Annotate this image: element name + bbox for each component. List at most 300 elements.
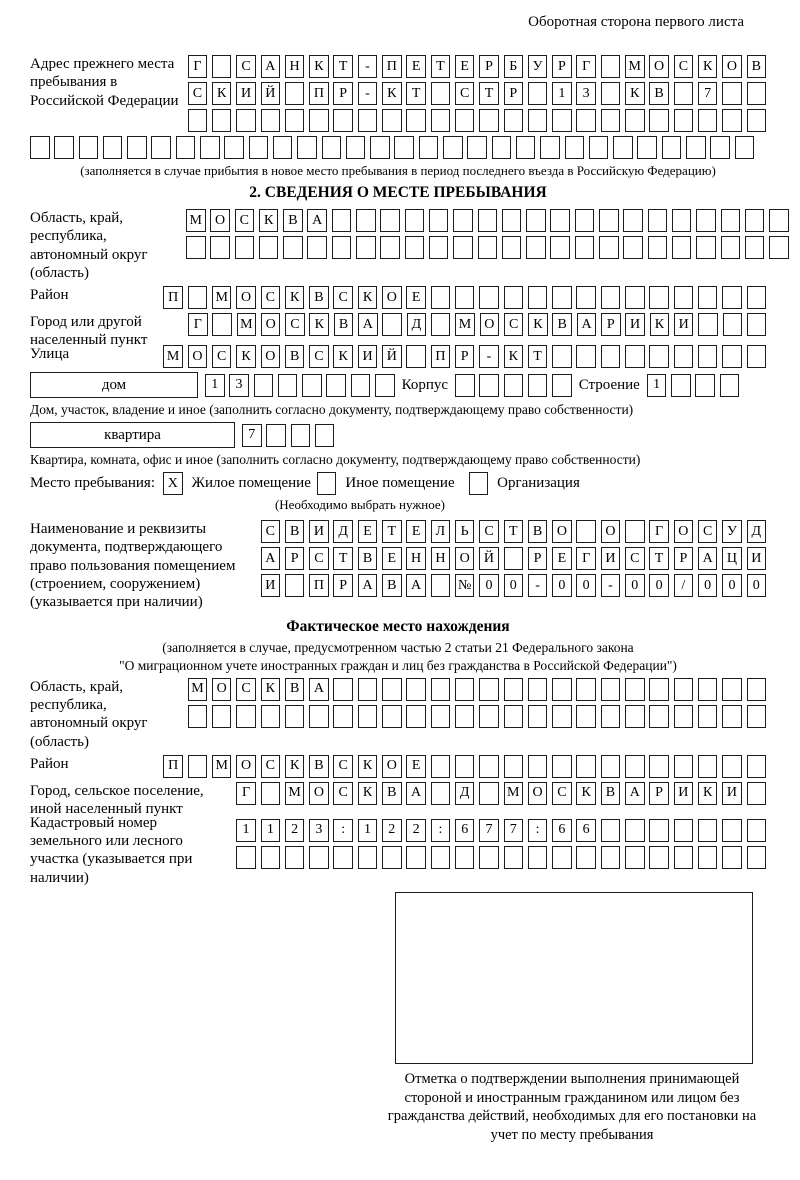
char-box: В bbox=[334, 313, 354, 336]
char-box bbox=[291, 424, 311, 447]
char-box bbox=[504, 755, 524, 778]
char-box bbox=[54, 136, 74, 159]
char-box bbox=[601, 55, 621, 78]
char-box: К bbox=[285, 286, 305, 309]
char-box bbox=[722, 705, 742, 728]
char-box bbox=[419, 136, 439, 159]
char-box bbox=[504, 846, 524, 869]
char-box: С bbox=[333, 286, 353, 309]
char-box bbox=[455, 374, 475, 397]
char-box: С bbox=[455, 82, 475, 105]
char-box bbox=[601, 846, 621, 869]
char-box bbox=[552, 374, 572, 397]
char-box bbox=[722, 345, 742, 368]
char-box: В bbox=[382, 574, 402, 597]
char-box bbox=[528, 755, 548, 778]
char-box bbox=[540, 136, 560, 159]
char-box bbox=[186, 236, 206, 259]
char-box: Б bbox=[504, 55, 524, 78]
char-box bbox=[431, 109, 451, 132]
char-box: К bbox=[261, 678, 281, 701]
char-box: С bbox=[285, 313, 305, 336]
char-box bbox=[479, 755, 499, 778]
char-box: К bbox=[358, 782, 378, 805]
char-box bbox=[747, 755, 767, 778]
char-box bbox=[625, 755, 645, 778]
char-box bbox=[722, 819, 742, 842]
char-box bbox=[188, 286, 208, 309]
char-box bbox=[278, 374, 298, 397]
char-box: 7 bbox=[698, 82, 718, 105]
char-box: - bbox=[358, 82, 378, 105]
char-box bbox=[747, 782, 767, 805]
char-box: Й bbox=[261, 82, 281, 105]
char-box: К bbox=[309, 55, 329, 78]
char-box bbox=[698, 846, 718, 869]
char-box: 3 bbox=[576, 82, 596, 105]
char-box bbox=[625, 846, 645, 869]
char-box: 7 bbox=[242, 424, 262, 447]
char-box: К bbox=[358, 286, 378, 309]
char-box bbox=[747, 819, 767, 842]
char-box bbox=[261, 846, 281, 869]
char-box: Р bbox=[649, 782, 669, 805]
char-box bbox=[601, 705, 621, 728]
char-box: 0 bbox=[479, 574, 499, 597]
char-box bbox=[309, 846, 329, 869]
char-box bbox=[625, 705, 645, 728]
char-box: Е bbox=[406, 755, 426, 778]
char-box bbox=[623, 236, 643, 259]
char-box: Р bbox=[285, 547, 305, 570]
char-box bbox=[745, 236, 765, 259]
char-box: - bbox=[601, 574, 621, 597]
actual-city-block bbox=[30, 782, 766, 818]
char-box: П bbox=[309, 82, 329, 105]
char-box bbox=[351, 374, 371, 397]
korpus-label: Корпус bbox=[401, 376, 449, 393]
city-label: Город или другой населенный пункт bbox=[30, 314, 148, 349]
char-row bbox=[186, 209, 789, 232]
char-box: Г bbox=[236, 782, 256, 805]
char-box bbox=[502, 236, 522, 259]
prev-address-block bbox=[30, 55, 766, 132]
char-box: О bbox=[261, 345, 281, 368]
char-box bbox=[478, 236, 498, 259]
char-box: В bbox=[285, 678, 305, 701]
char-box: К bbox=[625, 82, 645, 105]
char-box bbox=[576, 345, 596, 368]
char-box: К bbox=[285, 755, 305, 778]
actual-region-block bbox=[30, 678, 766, 751]
char-row bbox=[242, 424, 334, 447]
char-box: П bbox=[163, 286, 183, 309]
stay-type-checkbox-residential: X bbox=[163, 472, 183, 495]
char-box: В bbox=[358, 547, 378, 570]
char-box bbox=[261, 109, 281, 132]
char-box bbox=[224, 136, 244, 159]
char-box: Д bbox=[455, 782, 475, 805]
actual-location-note2: "О миграционном учете иностранных граждан и лиц без гражданства в Российской Федерации") bbox=[119, 657, 677, 673]
char-box bbox=[662, 136, 682, 159]
char-box bbox=[235, 236, 255, 259]
char-box: И bbox=[358, 345, 378, 368]
char-box: Е bbox=[406, 55, 426, 78]
char-box bbox=[492, 136, 512, 159]
stay-type-option-organization: Организация bbox=[497, 475, 580, 492]
char-box: И bbox=[601, 547, 621, 570]
char-box: А bbox=[309, 678, 329, 701]
char-box: А bbox=[261, 55, 281, 78]
char-box bbox=[747, 313, 767, 336]
char-box bbox=[266, 424, 286, 447]
char-box: И bbox=[674, 313, 694, 336]
char-box: Р bbox=[601, 313, 621, 336]
char-box bbox=[429, 236, 449, 259]
char-box: 1 bbox=[236, 819, 256, 842]
char-box bbox=[431, 705, 451, 728]
char-box bbox=[722, 82, 742, 105]
prev-address-note: (заполняется в случае прибытия в новое место пребывания в период последнего въезда в Российскую Федерацию) bbox=[80, 163, 716, 178]
char-box: К bbox=[333, 345, 353, 368]
char-box bbox=[722, 755, 742, 778]
char-box: К bbox=[504, 345, 524, 368]
char-box: Т bbox=[406, 82, 426, 105]
house-row bbox=[30, 372, 766, 398]
char-box bbox=[302, 374, 322, 397]
char-box bbox=[326, 374, 346, 397]
cadastral-label: Кадастровый номер земельного или лесного участка (указывается при наличии) bbox=[30, 814, 193, 886]
char-box bbox=[236, 705, 256, 728]
char-box bbox=[599, 209, 619, 232]
char-box bbox=[346, 136, 366, 159]
char-box: В bbox=[601, 782, 621, 805]
char-box bbox=[261, 705, 281, 728]
char-box bbox=[696, 209, 716, 232]
char-box bbox=[625, 109, 645, 132]
char-box: С bbox=[212, 345, 232, 368]
char-box bbox=[212, 109, 232, 132]
char-box: 1 bbox=[205, 374, 225, 397]
char-box bbox=[261, 782, 281, 805]
char-box bbox=[356, 236, 376, 259]
char-box: Г bbox=[649, 520, 669, 543]
char-box bbox=[212, 705, 232, 728]
char-box: О bbox=[261, 313, 281, 336]
char-box: О bbox=[382, 286, 402, 309]
char-box bbox=[552, 286, 572, 309]
char-box bbox=[625, 520, 645, 543]
char-box: С bbox=[479, 520, 499, 543]
char-box: Р bbox=[333, 82, 353, 105]
char-row bbox=[261, 547, 766, 570]
char-box: - bbox=[528, 574, 548, 597]
char-box bbox=[249, 136, 269, 159]
char-box bbox=[528, 678, 548, 701]
stamp-area bbox=[30, 892, 766, 1144]
street-label: Улица bbox=[30, 346, 70, 363]
char-box: Р bbox=[504, 82, 524, 105]
char-row bbox=[647, 374, 739, 397]
char-box: К bbox=[259, 209, 279, 232]
char-box bbox=[721, 209, 741, 232]
char-box bbox=[722, 678, 742, 701]
char-box: Т bbox=[333, 547, 353, 570]
char-box: О bbox=[552, 520, 572, 543]
char-box: О bbox=[722, 55, 742, 78]
char-box bbox=[747, 678, 767, 701]
char-row bbox=[188, 313, 766, 336]
char-box bbox=[431, 286, 451, 309]
char-box bbox=[176, 136, 196, 159]
char-box bbox=[259, 236, 279, 259]
char-box bbox=[188, 755, 208, 778]
char-box bbox=[526, 209, 546, 232]
char-box: А bbox=[358, 313, 378, 336]
char-box bbox=[698, 345, 718, 368]
stay-type-note: (Необходимо выбрать нужное) bbox=[274, 497, 446, 513]
char-box: 0 bbox=[649, 574, 669, 597]
char-box bbox=[79, 136, 99, 159]
char-box: В bbox=[552, 313, 572, 336]
char-box bbox=[370, 136, 390, 159]
char-box bbox=[479, 678, 499, 701]
char-box: К bbox=[650, 313, 670, 336]
char-box bbox=[601, 345, 621, 368]
char-box: В bbox=[747, 55, 767, 78]
char-box bbox=[254, 374, 274, 397]
char-box bbox=[710, 136, 730, 159]
district-label: Район bbox=[30, 287, 69, 304]
char-box: С bbox=[188, 82, 208, 105]
char-box bbox=[453, 236, 473, 259]
char-box bbox=[431, 678, 451, 701]
char-box: 0 bbox=[576, 574, 596, 597]
char-box bbox=[625, 345, 645, 368]
char-box bbox=[151, 136, 171, 159]
char-row bbox=[261, 574, 766, 597]
char-box bbox=[455, 286, 475, 309]
char-box: М bbox=[237, 313, 257, 336]
char-box bbox=[601, 109, 621, 132]
char-box bbox=[236, 109, 256, 132]
char-box bbox=[479, 374, 499, 397]
char-box bbox=[649, 846, 669, 869]
char-box bbox=[504, 286, 524, 309]
char-box: Г bbox=[576, 55, 596, 78]
char-box: 2 bbox=[285, 819, 305, 842]
char-box bbox=[576, 846, 596, 869]
char-box: А bbox=[261, 547, 281, 570]
char-box bbox=[648, 236, 668, 259]
street-block bbox=[30, 345, 766, 368]
char-box: Т bbox=[333, 55, 353, 78]
char-row bbox=[163, 286, 766, 309]
char-box: Й bbox=[382, 345, 402, 368]
char-box: А bbox=[577, 313, 597, 336]
char-box bbox=[127, 136, 147, 159]
char-box bbox=[358, 705, 378, 728]
char-box bbox=[575, 236, 595, 259]
char-box: 1 bbox=[358, 819, 378, 842]
char-box: 1 bbox=[552, 82, 572, 105]
char-box bbox=[285, 82, 305, 105]
char-box bbox=[382, 705, 402, 728]
char-box bbox=[674, 345, 694, 368]
district-block bbox=[30, 286, 766, 309]
char-box: В bbox=[285, 520, 305, 543]
prev-address-label: Адрес прежнего места пребывания в Российской Федерации bbox=[30, 56, 179, 109]
char-row bbox=[188, 82, 766, 105]
char-box bbox=[443, 136, 463, 159]
char-box: О bbox=[649, 55, 669, 78]
char-box bbox=[333, 109, 353, 132]
char-box: С bbox=[333, 755, 353, 778]
char-box: 6 bbox=[576, 819, 596, 842]
char-row bbox=[188, 109, 766, 132]
char-box bbox=[200, 136, 220, 159]
char-box: В bbox=[309, 755, 329, 778]
stay-type-row bbox=[30, 472, 766, 495]
char-box: Е bbox=[406, 520, 426, 543]
char-box bbox=[698, 286, 718, 309]
char-box: О bbox=[528, 782, 548, 805]
char-box: : bbox=[431, 819, 451, 842]
char-box bbox=[212, 55, 232, 78]
char-box: 6 bbox=[552, 819, 572, 842]
stamp-caption: Отметка о подтверждении выполнения принимающей стороной и иностранным гражданином или лицом без гражданства действий, необходимых для его постановки на учет по месту пребывания bbox=[387, 1071, 757, 1143]
char-box bbox=[285, 574, 305, 597]
char-box bbox=[674, 819, 694, 842]
char-row bbox=[188, 705, 766, 728]
char-box bbox=[722, 109, 742, 132]
char-box bbox=[285, 846, 305, 869]
char-box bbox=[576, 755, 596, 778]
char-box bbox=[576, 520, 596, 543]
char-row bbox=[163, 755, 766, 778]
char-box: В bbox=[285, 345, 305, 368]
char-box: К bbox=[698, 782, 718, 805]
char-box bbox=[479, 846, 499, 869]
char-box: Т bbox=[649, 547, 669, 570]
char-box: Т bbox=[528, 345, 548, 368]
char-box bbox=[528, 374, 548, 397]
char-box bbox=[698, 755, 718, 778]
char-box: М bbox=[455, 313, 475, 336]
char-box: П bbox=[309, 574, 329, 597]
char-box bbox=[332, 236, 352, 259]
char-box: И bbox=[236, 82, 256, 105]
stay-type-option-residential: Жилое помещение bbox=[191, 475, 311, 492]
char-box bbox=[212, 313, 232, 336]
char-box bbox=[516, 136, 536, 159]
char-box: Е bbox=[358, 520, 378, 543]
house-widebox: дом bbox=[30, 372, 198, 398]
char-box bbox=[479, 705, 499, 728]
char-box: О bbox=[212, 678, 232, 701]
char-row bbox=[30, 136, 766, 159]
char-box bbox=[315, 424, 335, 447]
char-box bbox=[479, 286, 499, 309]
char-box bbox=[382, 109, 402, 132]
char-box bbox=[722, 846, 742, 869]
char-box bbox=[698, 819, 718, 842]
char-box bbox=[552, 678, 572, 701]
char-box bbox=[649, 819, 669, 842]
char-box bbox=[431, 313, 451, 336]
char-box: К bbox=[212, 82, 232, 105]
char-box bbox=[674, 846, 694, 869]
char-row bbox=[188, 55, 766, 78]
char-box bbox=[552, 705, 572, 728]
char-box bbox=[576, 286, 596, 309]
char-box bbox=[550, 209, 570, 232]
char-box: П bbox=[431, 345, 451, 368]
region-label: Область, край, республика, автономный округ (область) bbox=[30, 210, 148, 281]
char-box: : bbox=[333, 819, 353, 842]
char-box bbox=[406, 705, 426, 728]
char-box: И bbox=[261, 574, 281, 597]
char-box bbox=[394, 136, 414, 159]
char-box: С bbox=[261, 286, 281, 309]
char-box bbox=[745, 209, 765, 232]
char-box bbox=[406, 678, 426, 701]
char-box: Р bbox=[455, 345, 475, 368]
char-box bbox=[478, 209, 498, 232]
char-box: О bbox=[309, 782, 329, 805]
char-row bbox=[205, 374, 395, 397]
char-box: А bbox=[406, 574, 426, 597]
char-box bbox=[429, 209, 449, 232]
char-box: К bbox=[576, 782, 596, 805]
char-box bbox=[686, 136, 706, 159]
stay-type-checkbox-other bbox=[317, 472, 337, 495]
char-box bbox=[552, 345, 572, 368]
char-box: К bbox=[698, 55, 718, 78]
char-box: Д bbox=[333, 520, 353, 543]
char-box bbox=[309, 109, 329, 132]
char-box bbox=[576, 109, 596, 132]
char-box bbox=[382, 678, 402, 701]
char-box: В bbox=[283, 209, 303, 232]
char-box: Р bbox=[528, 547, 548, 570]
char-box bbox=[576, 705, 596, 728]
char-box: 6 bbox=[455, 819, 475, 842]
stay-type-checkbox-organization bbox=[469, 472, 489, 495]
char-row bbox=[261, 520, 766, 543]
char-box bbox=[648, 209, 668, 232]
char-box bbox=[575, 209, 595, 232]
char-box bbox=[723, 313, 743, 336]
char-box bbox=[674, 755, 694, 778]
char-box: С bbox=[504, 313, 524, 336]
char-box: И bbox=[747, 547, 767, 570]
actual-location-note1: (заполняется в случае, предусмотренном частью 2 статьи 21 Федерального закона bbox=[162, 639, 634, 655]
char-box bbox=[380, 209, 400, 232]
char-box bbox=[721, 236, 741, 259]
char-box: В bbox=[528, 520, 548, 543]
char-box: И bbox=[309, 520, 329, 543]
char-box: Т bbox=[382, 520, 402, 543]
char-box bbox=[431, 846, 451, 869]
char-box: Т bbox=[504, 520, 524, 543]
char-box: П bbox=[382, 55, 402, 78]
char-box: О bbox=[210, 209, 230, 232]
char-box: 1 bbox=[647, 374, 667, 397]
char-box bbox=[720, 374, 740, 397]
char-box bbox=[649, 755, 669, 778]
char-row bbox=[163, 345, 766, 368]
